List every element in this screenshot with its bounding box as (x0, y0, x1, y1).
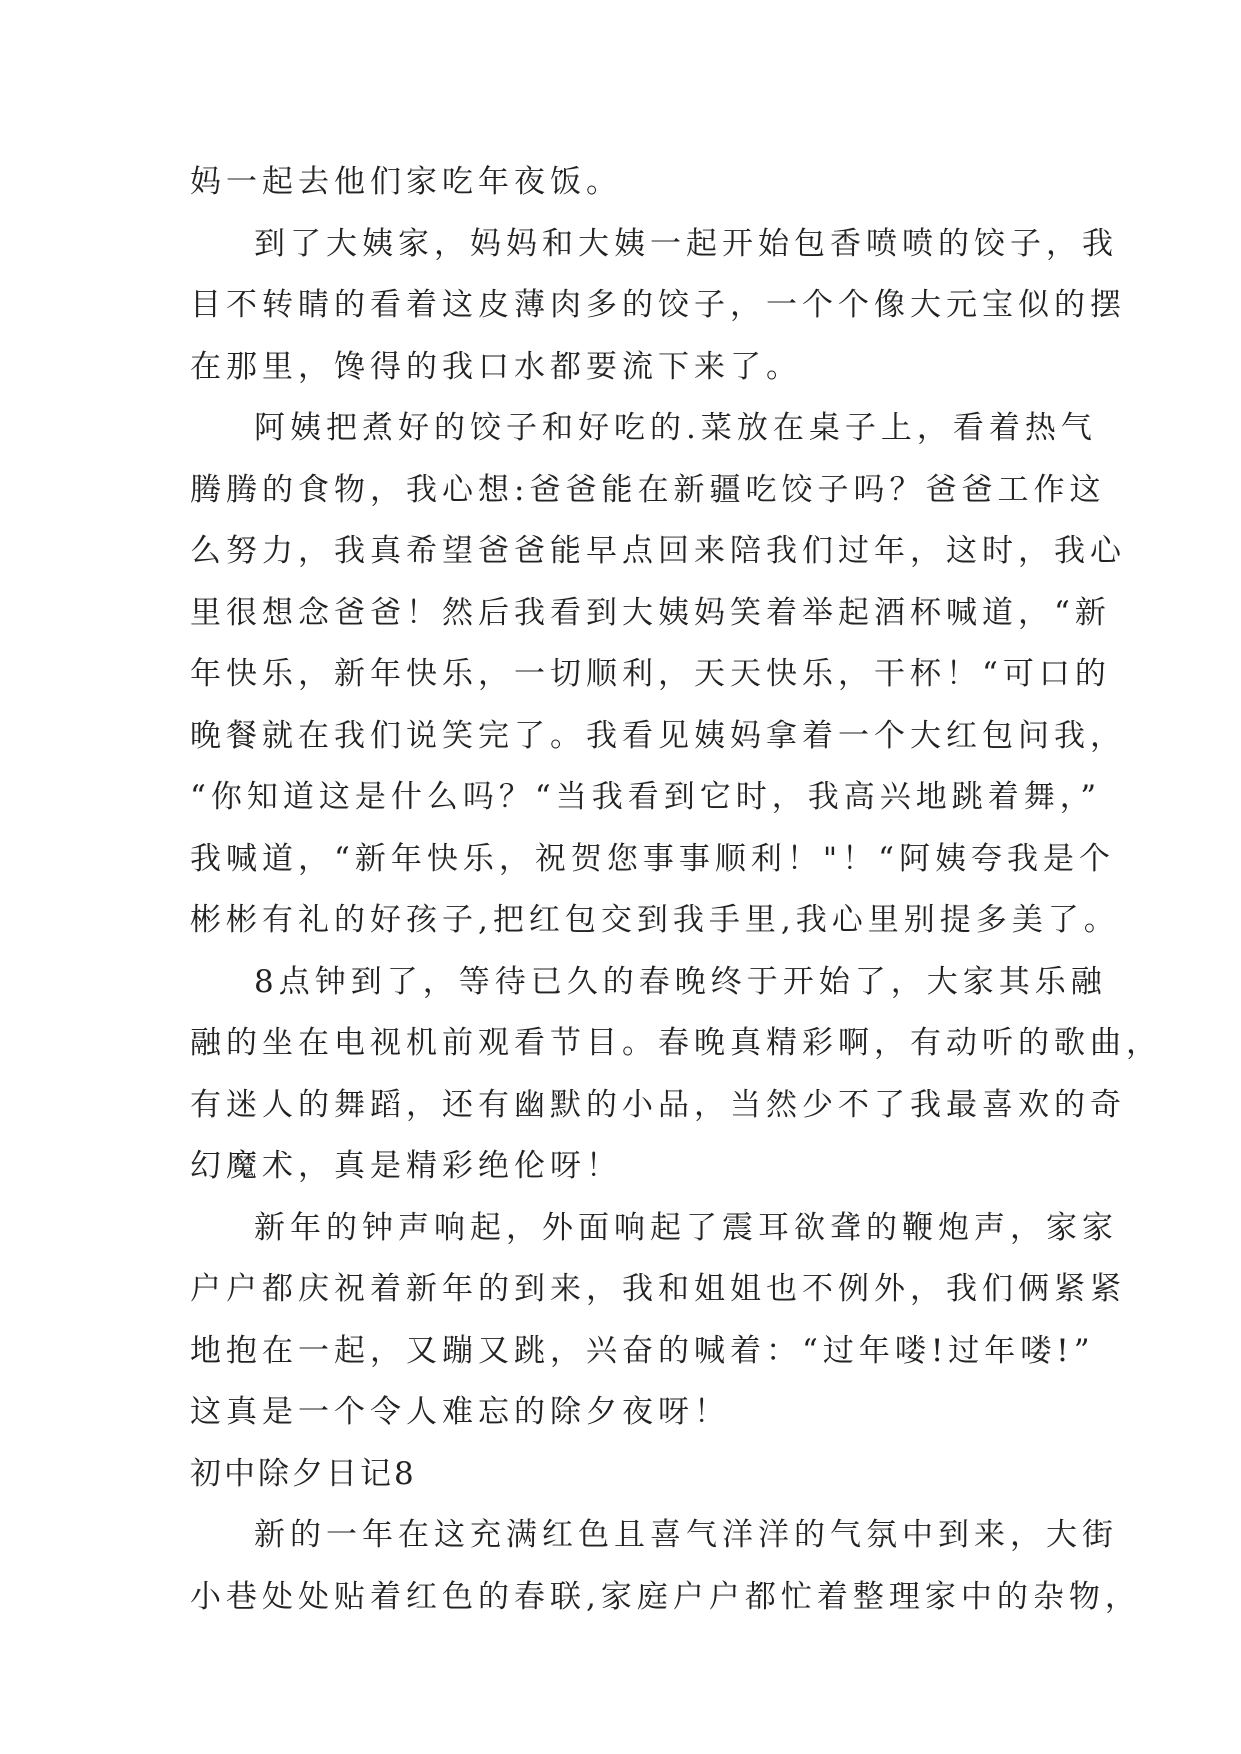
text-line: 幻魔术，真是精彩绝伦呀！ (190, 1148, 622, 1184)
text-line: 这真是一个令人难忘的除夕夜呀！ (190, 1394, 730, 1430)
text-line: 么努力，我真希望爸爸能早点回来陪我们过年，这时，我心 (190, 533, 1126, 569)
text-line: 到了大姨家，妈妈和大姨一起开始包香喷喷的饺子，我 (254, 225, 1118, 262)
text-line: 目不转睛的看着这皮薄肉多的饺子，一个个像大元宝似的摆 (190, 287, 1126, 323)
document-body (190, 152, 1162, 1628)
section-heading: 初中除夕日记8 (190, 1455, 417, 1492)
text-line: 妈一起去他们家吃年夜饭。 (190, 164, 622, 200)
text-line: 融的坐在电视机前观看节目。春晚真精彩啊，有动听的歌曲， (190, 1025, 1162, 1061)
text-line: 阿姨把煮好的饺子和好吃的.菜放在桌子上，看着热气 (254, 410, 1097, 446)
text-line: 小巷处处贴着红色的春联,家庭户户都忙着整理家中的杂物， (190, 1578, 1141, 1615)
text-line: 晚餐就在我们说笑完了。我看见姨妈拿着一个大红包问我， (190, 717, 1126, 754)
text-line: 里很想念爸爸！然后我看到大姨妈笑着举起酒杯喊道，“新 (190, 594, 1111, 631)
text-line: 8点钟到了，等待已久的春晚终于开始了，大家其乐融 (254, 963, 1107, 1000)
text-line: 新的一年在这充满红色且喜气洋洋的气氛中到来，大街 (254, 1517, 1118, 1553)
text-line: 彬彬有礼的好孩子,把红包交到我手里,我心里别提多美了。 (190, 902, 1120, 938)
text-line: 有迷人的舞蹈，还有幽默的小品，当然少不了我最喜欢的奇 (190, 1086, 1126, 1123)
text-line: 腾腾的食物，我心想:爸爸能在新疆吃饺子吗？爸爸工作这 (190, 471, 1106, 508)
text-line: 户户都庆祝着新年的到来，我和姐姐也不例外，我们俩紧紧 (190, 1271, 1126, 1307)
text-line: 我喊道，“新年快乐，祝贺您事事顺利！"！“阿姨夸我是个 (190, 840, 1115, 877)
text-line: 年快乐，新年快乐，一切顺利，天天快乐，干杯！“可口的 (190, 656, 1111, 692)
text-line: “你知道这是什么吗？“当我看到它时，我高兴地跳着舞，” (190, 779, 1102, 815)
text-line: 在那里，馋得的我口水都要流下来了。 (190, 348, 802, 385)
text-line: 地抱在一起，又蹦又跳，兴奋的喊着：“过年喽!过年喽!” (190, 1332, 1095, 1369)
text-line: 新年的钟声响起，外面响起了震耳欲聋的鞭炮声，家家 (254, 1209, 1118, 1246)
